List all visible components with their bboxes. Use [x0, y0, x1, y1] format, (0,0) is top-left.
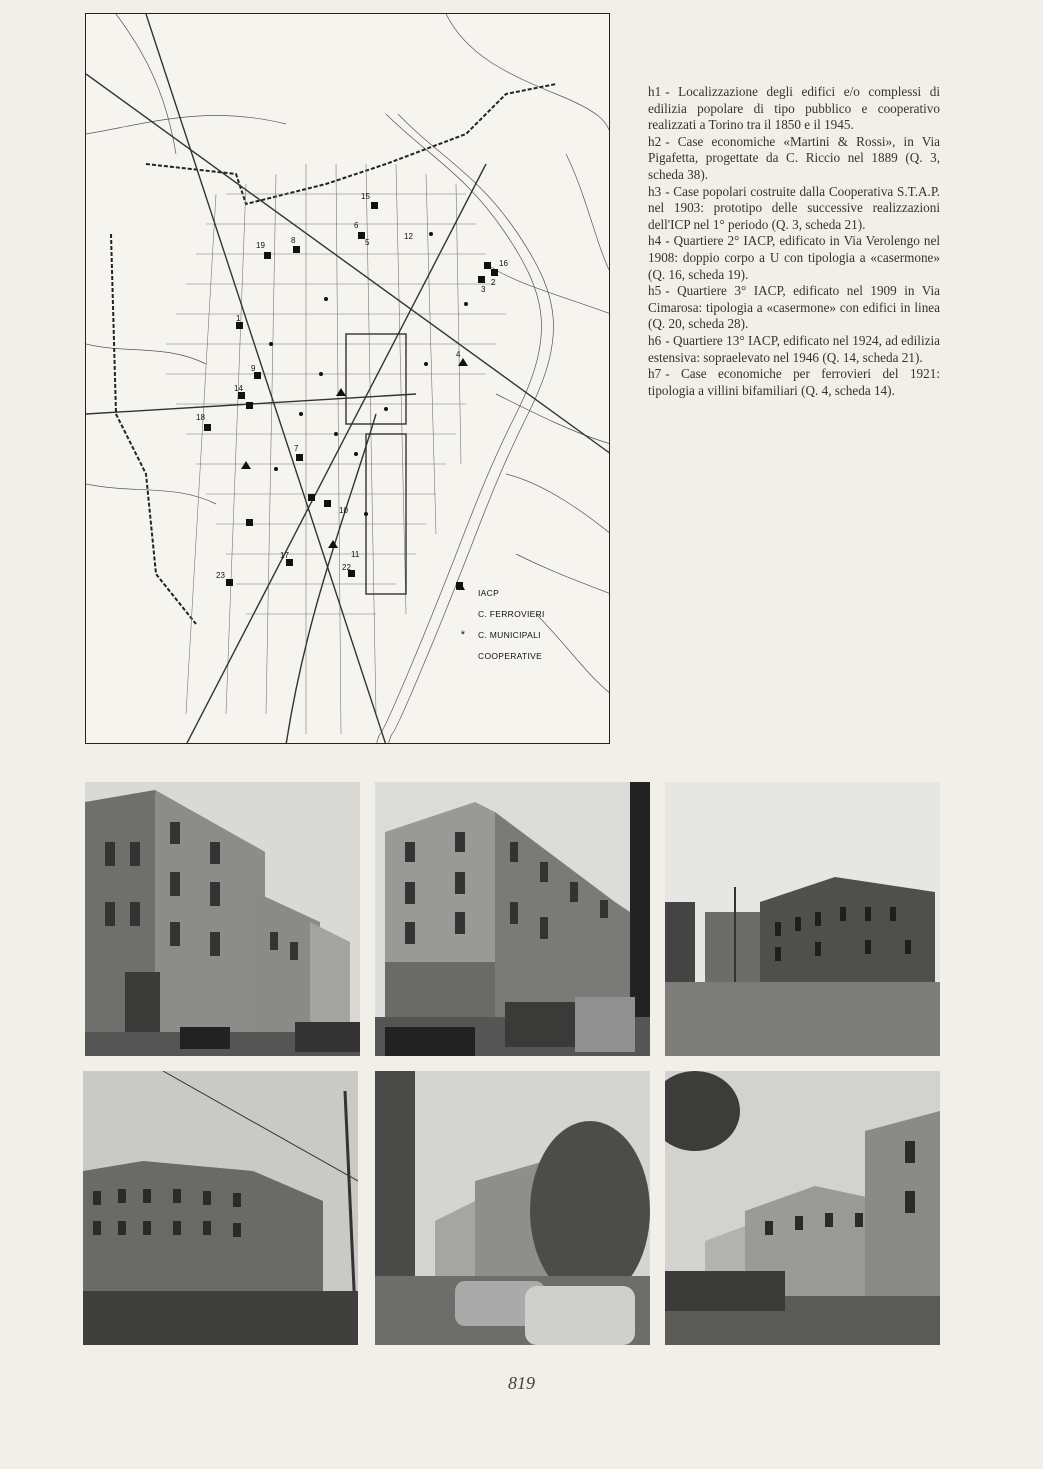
site-number: 7	[294, 444, 299, 453]
site-number: 17	[280, 551, 289, 560]
caption-h5: h5 - Quartiere 3° IACP, edificato nel 1909 in Via Cimarosa: tipologia a «casermone» con edifici in linea (Q. 20, scheda 28).	[648, 283, 940, 332]
site-number: 10	[339, 506, 348, 515]
site-labels	[86, 14, 610, 744]
caption-h1: h1 - Localizzazione degli edifici e/o complessi di edilizia popolare di tipo pubblico e cooperativo realizzati a Torino tra il 1850 e il 1945.	[648, 84, 940, 133]
legend-label: C. MUNICIPALI	[478, 629, 541, 640]
caption-h2: h2 - Case economiche «Martini & Rossi», in Via Pigafetta, progettate da C. Riccio nel 1889 (Q. 3, scheda 38).	[648, 133, 940, 182]
site-number: 19	[256, 241, 265, 250]
site-number: 2	[491, 278, 496, 287]
site-number: 23	[216, 571, 225, 580]
photo-h7	[665, 1071, 940, 1345]
legend-label: COOPERATIVE	[478, 650, 543, 661]
photo-h3	[375, 782, 650, 1056]
asterisk-icon: *	[460, 628, 466, 641]
site-number: 6	[354, 221, 359, 230]
site-number: 12	[404, 232, 413, 241]
site-number: 4	[456, 350, 461, 359]
caption-h4: h4 - Quartiere 2° IACP, edificato in Via Verolengo nel 1908: doppio corpo a U con tipologia a «casermone» (Q. 16, scheda 19).	[648, 233, 940, 282]
caption-h6: h6 - Quartiere 13° IACP, edificato nel 1924, ad edilizia estensiva: sopraelevato nel 1946 (Q. 14, scheda 21).	[648, 332, 940, 365]
site-number: 9	[251, 364, 256, 373]
photo-h2	[85, 782, 360, 1056]
caption-h3: h3 - Case popolari costruite dalla Cooperativa S.T.A.P. nel 1903: prototipo delle successive realizzazioni dell'ICP nel 1° periodo (Q. 3, scheda 21).	[648, 183, 940, 232]
legend-label: IACP	[478, 587, 500, 598]
site-number: 8	[291, 236, 296, 245]
page-number: 819	[508, 1373, 535, 1393]
site-number: 14	[234, 384, 243, 393]
site-number: 3	[481, 285, 486, 294]
site-number: 1	[236, 314, 241, 323]
site-number: 11	[351, 550, 360, 559]
site-number: 16	[499, 259, 508, 268]
site-number: 15	[361, 192, 370, 201]
site-number: 22	[342, 563, 351, 572]
photo-h4	[665, 782, 940, 1056]
site-number: 18	[196, 413, 205, 422]
map-figure	[85, 13, 610, 744]
photo-h6	[375, 1071, 650, 1345]
photo-h5	[83, 1071, 358, 1345]
legend-label: C. FERROVIERI	[478, 608, 545, 619]
site-number: 5	[365, 238, 370, 247]
caption-h7: h7 - Case economiche per ferrovieri del 1921: tipologia a villini bifamiliari (Q. 4, scheda 14).	[648, 366, 940, 398]
caption-list	[648, 84, 940, 399]
